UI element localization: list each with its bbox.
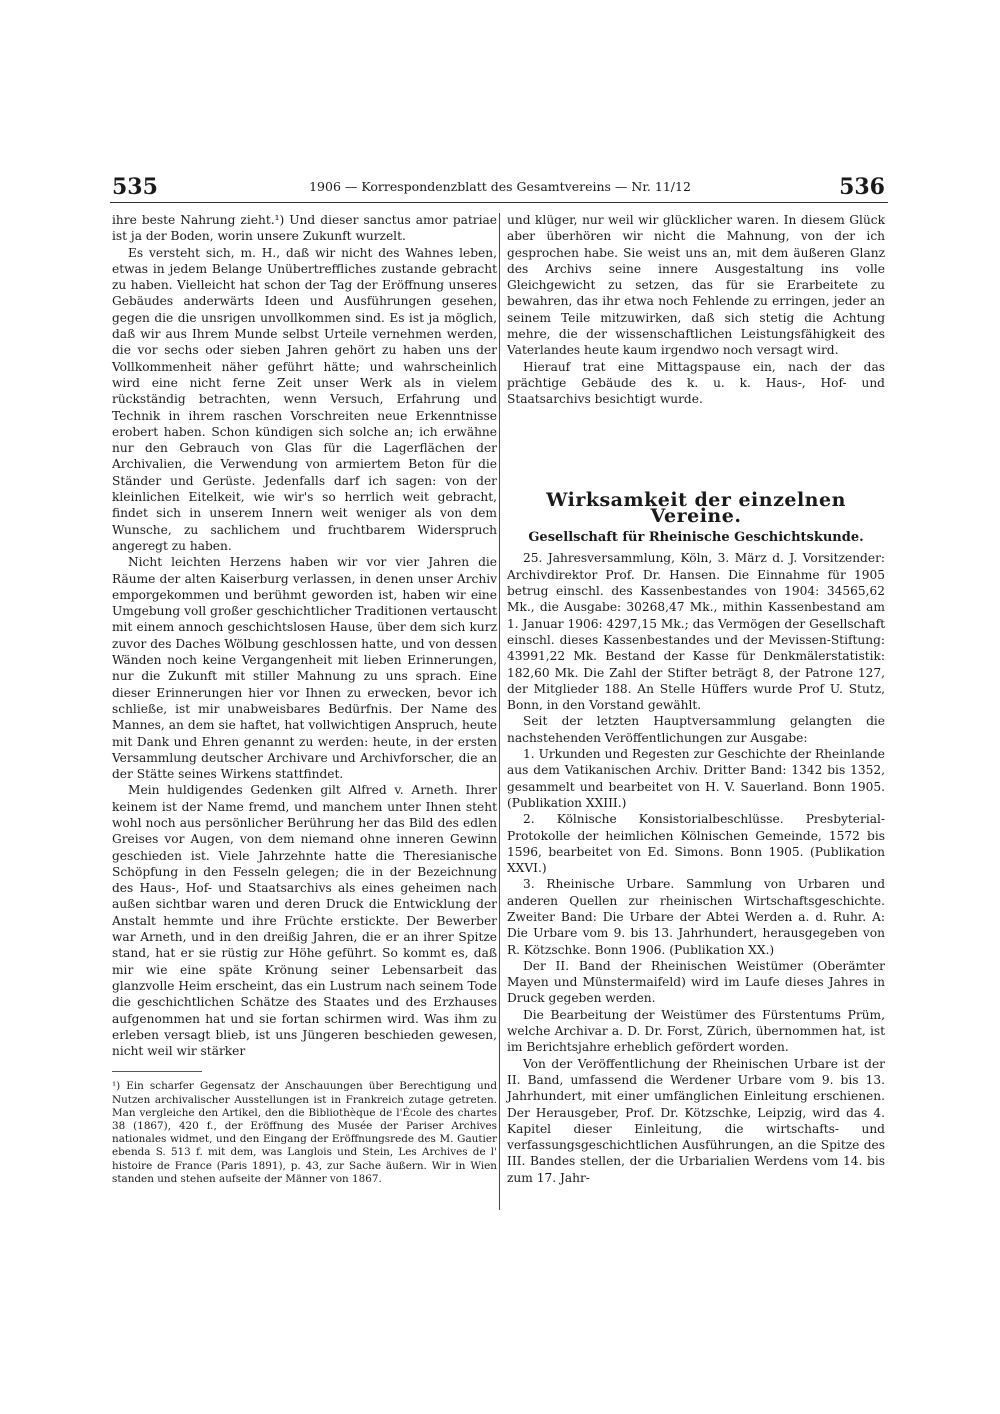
column-divider	[499, 213, 500, 1210]
paragraph: Nicht leichten Herzens haben wir vor vier Jahren die Räume der alten Kaiserburg verlassen, in denen unser Archiv emporgekommen und berühmt geworden ist, haben wir eine Umgebung voll großer geschichtlicher Traditionen vertauscht mit einem annoch geschichtslosen Hause, über dem sich kurz zuvor des Daches Wölbung geschlossen hatte, und von dessen Wänden noch keine Vergangenheit mit lieben Erinnerungen, nur die Zukunft mit stiller Mahnung zu uns sprach. Eine dieser Erinnerungen hier vor Ihnen zu erwecken, bevor ich schließe, ist mir unabweisbares Bedürfnis. Der Name des Mannes, an dem sie haftet, hat vollwichtigen Anspruch, heute mit Dank und Ehren genannt zu werden: heute, in der ersten Versammlung deutscher Archivare und Archivforscher, die an der Stätte seines Wirkens stattfindet.	[112, 555, 497, 782]
page-number-right: 536	[839, 174, 885, 200]
list-item: 1. Urkunden und Regesten zur Geschichte der Rheinlande aus dem Vatikanischen Archiv. Dritter Band: 1342 bis 1352, gesammelt und bearbeitet von H. V. Sauerland. Bonn 1905. (Publikation XXIII.)	[507, 747, 885, 810]
section-title: Wirksamkeit der einzelnen Vereine.	[546, 488, 846, 527]
paragraph: Hierauf trat eine Mittagspause ein, nach der das prächtige Gebäude des k. u. k. Haus-, Hof- und Staatsarchivs besichtigt wurde.	[507, 359, 885, 407]
paragraph: 25. Jahresversammlung, Köln, 3. März d. J. Vorsitzender: Archivdirektor Prof. Dr. Hansen. Die Einnahme für 1905 betrug einschl. des Kassenbestandes von 1904: 34565,62 Mk., die Ausgabe: 30268,47 Mk., mithin Kassenbestand am 1. Januar 1906: 4297,15 Mk.; das Vermögen der Gesellschaft einschl. dieses Kassenbestandes und der Mevissen-Stiftung: 43991,22 Mk. Bestand der Kasse für Denkmälerstatistik: 182,60 Mk. Die Zahl der Stifter beträgt 8, der Patrone 127, der Mitglieder 188. An Stelle Hüffers wurde Prof U. Stutz, Bonn, in den Vorstand gewählt.	[507, 551, 885, 713]
paragraph: ihre beste Nahrung zieht.¹) Und dieser sanctus amor patriae ist ja der Boden, worin unsere Zukunft wurzelt.	[112, 213, 497, 244]
paragraph: Die Bearbeitung der Weistümer des Fürstentums Prüm, welche Archivar a. D. Dr. Forst, Zürich, übernommen hat, ist im Berichtsjahre erheblich gefördert worden.	[507, 1007, 885, 1055]
paragraph: und klüger, nur weil wir glücklicher waren. In diesem Glück aber überhören wir nicht die Mahnung, von der ich gesprochen habe. Sie weist uns an, mit dem äußeren Glanz des Archivs seine innere Ausgestaltung ins volle Gleichgewicht zu setzen, das für sie Erarbeitete zu bewahren, das ihr etwa noch Fehlende zu erringen, jeder an seinem Teile mitzuwirken, daß sich stetig die Achtung mehre, die der wissenschaftlichen Leistungsfähigkeit des Vaterlandes heute kaum irgendwo noch versagt wird.	[507, 213, 885, 358]
paragraph: Der II. Band der Rheinischen Weistümer (Oberämter Mayen und Münstermaifeld) wird im Laufe dieses Jahres in Druck gegeben werden.	[507, 958, 885, 1006]
paragraph: Von der Veröffentlichung der Rheinischen Urbare ist der II. Band, umfassend die Werdener Urbare vom 9. bis 13. Jahrhundert, mit einer umfänglichen Einleitung erschienen. Der Herausgeber, Prof. Dr. Kötzschke, Leipzig, wird das 4. Kapitel dieser Einleitung, die wirtschafts- und verfassungsgeschichtlichen Ausführungen, an die Spitze des III. Bandes stellen, der die Urbarialien Werdens vom 14. bis zum 17. Jahr-	[507, 1056, 885, 1185]
list-item: 3. Rheinische Urbare. Sammlung von Urbaren und anderen Quellen zur rheinischen Wirtschaftsgeschichte. Zweiter Band: Die Urbare der Abtei Werden a. d. Ruhr. A: Die Urbare vom 9. bis 13. Jahrhundert, herausgegeben von R. Kötzschke. Bonn 1906. (Publikation XX.)	[507, 877, 885, 957]
left-column	[112, 212, 497, 1186]
running-title: 1906 — Korrespondenzblatt des Gesamtvereins — Nr. 11/12	[309, 179, 691, 194]
header-rule	[110, 202, 888, 203]
paragraph: Mein huldigendes Gedenken gilt Alfred v. Arneth. Ihrer keinem ist der Name fremd, und manchem unter Ihnen steht wohl noch aus persönlicher Berührung her das Bild des edlen Greises vor Augen, von dem niemand ohne inneren Gewinn geschieden ist. Viele Jahrzehnte hatte die Theresianische Schöpfung in den Fesseln gelegen; die in der Bezeichnung des Haus-, Hof- und Staatsarchivs als eines geheimen nach außen sichtbar waren und deren Druck die Entwicklung der Anstalt hemmte und ihre Früchte erstickte. Der Bewerber war Arneth, und in den dreißig Jahren, die er an ihrer Spitze stand, hat er sie rüstig zur Höhe geführt. So kommt es, daß mir wie eine späte Krönung seiner Lebensarbeit das glanzvolle Heim erscheint, das ein Lustrum nach seinem Tode die geschichtlichen Schätze des Staates und des Erzhauses aufgenommen hat und sie fortan schirmen wird. Was ihm zu erleben versagt blieb, ist uns Jüngeren beschieden gewesen, nicht weil wir stärker	[112, 783, 497, 1059]
footnote: ¹) Ein scharfer Gegensatz der Anschauungen über Berechtigung und Nutzen archivalischer Ausstellungen ist in Frankreich zutage getreten. Man vergleiche den Artikel, den die Bibliothèque de l'École des chartes 38 (1867), 420 f., der Eröffnung des Musée der Pariser Archives nationales widmet, und den Eingang der Eröffnungsrede des M. Gautier ebenda S. 513 f. mit dem, was Langlois und Stein, Les Archives de l' histoire de France (Paris 1891), p. 43, zur Sache äußern. Wir in Wien standen und stehen aufseite der Männer von 1867.	[112, 1080, 497, 1185]
paragraph: Es versteht sich, m. H., daß wir nicht des Wahnes leben, etwas in jedem Belange Unübertreffliches zustande gebracht zu haben. Vielleicht hat schon der Tag der Eröffnung unseres Gebäudes anderwärts Ideen und Ausführungen gesehen, gegen die die unsrigen unvollkommen sind. Es ist ja möglich, daß wir aus Ihrem Munde selbst Urteile vernehmen werden, die vor sechs oder sieben Jahren gehört zu haben uns der Vollkommenheit näher geführt hätte; und wahrscheinlich wird eine nicht ferne Zeit unser Werk als in vielem rückständig betrachten, wenn Versuch, Erfahrung und Technik in ihrem raschen Vorschreiten neue Erkenntnisse erobert haben. Schon kündigen sich solche an; ich erwähne nur den Gebrauch von Glas für die Lagerflächen der Archivalien, die Verwendung von armiertem Beton für die Ständer und Gerüste. Jedenfalls darf ich sagen: von der kleinlichen Eitelkeit, wie wir's so herrlich weit gebracht, findet sich in unserem Innern weit weniger als von dem Wunsche, zu sachlichem und fruchtbarem Widerspruch angeregt zu haben.	[112, 245, 497, 553]
list-item: 2. Kölnische Konsistorialbeschlüsse. Presbyterial-Protokolle der heimlichen Kölnischen Gemeinde, 1572 bis 1596, bearbeitet von Ed. Simons. Bonn 1905. (Publikation XXVI.)	[507, 812, 885, 876]
page-number-left: 535	[112, 174, 158, 200]
footnote-rule	[112, 1071, 202, 1072]
subsection-title: Gesellschaft für Rheinische Geschichtskunde.	[528, 530, 864, 546]
right-column	[507, 212, 885, 1186]
paragraph: Seit der letzten Hauptversammlung gelangten die nachstehenden Veröffentlichungen zur Ausgabe:	[507, 714, 885, 745]
